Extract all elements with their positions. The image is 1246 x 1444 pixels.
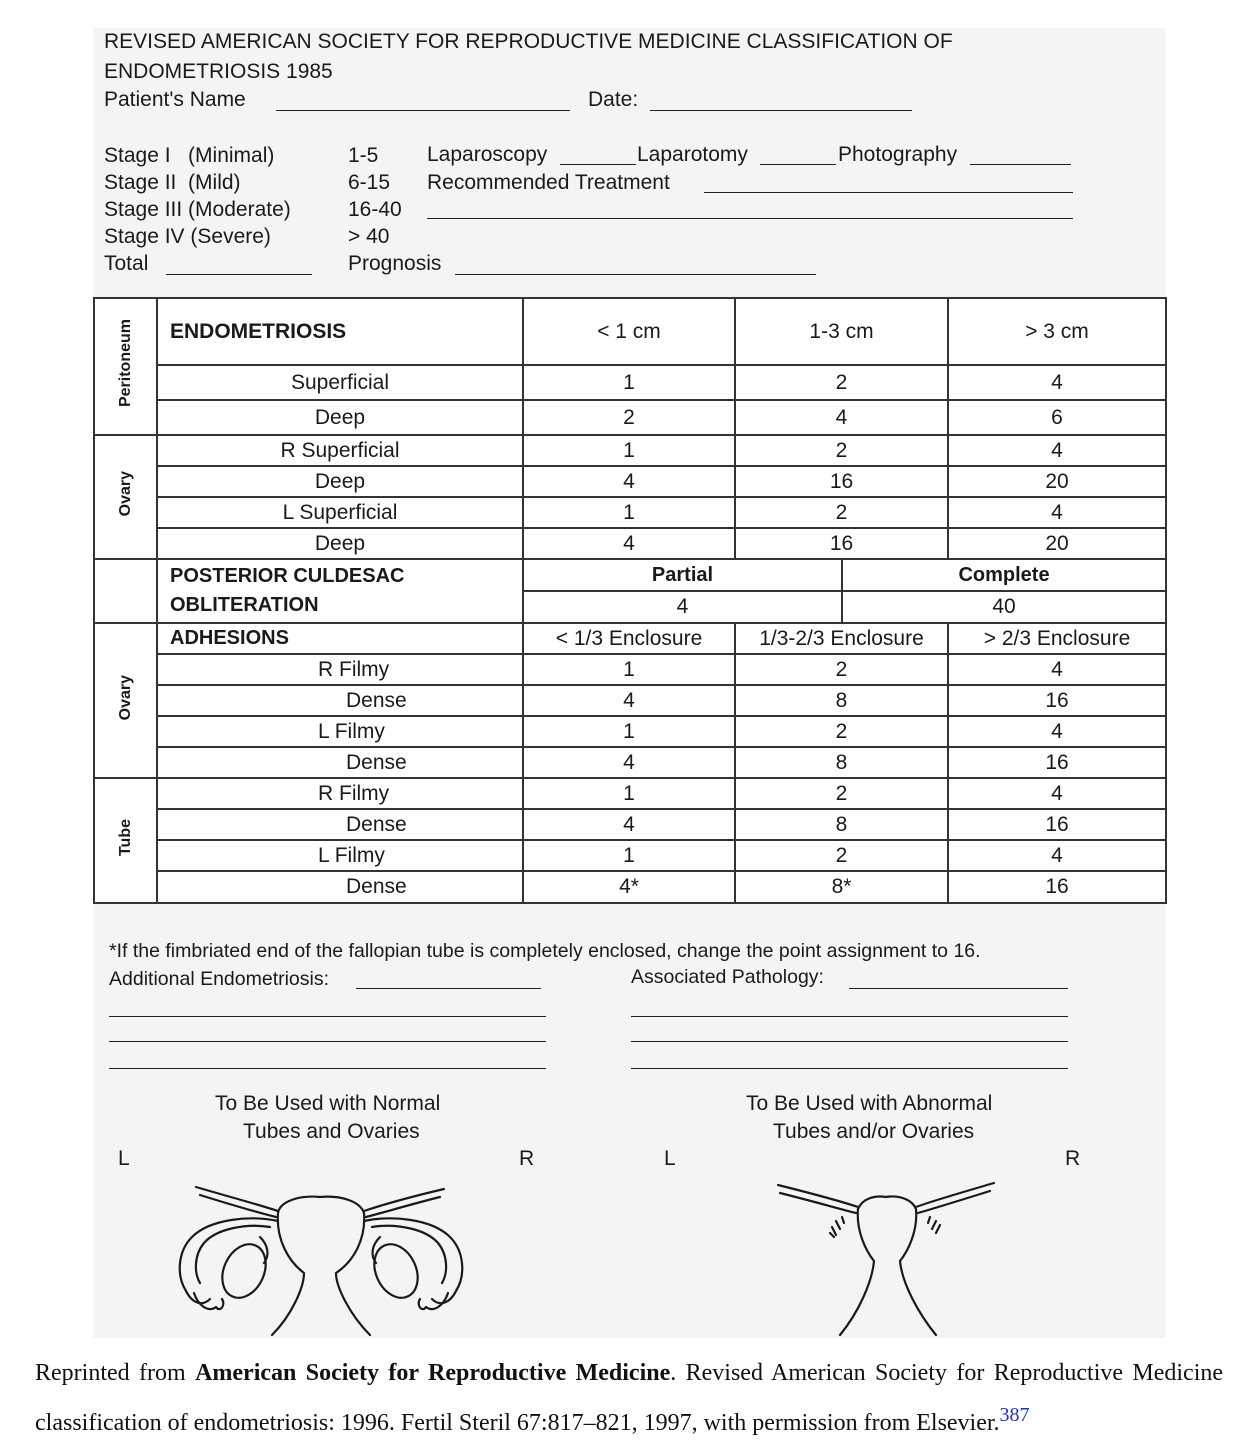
score-cell: 16 (948, 871, 1166, 903)
size-header-medium: 1-3 cm (735, 298, 948, 365)
stage-3-range: 16-40 (348, 198, 402, 221)
stage-2-label: Stage II (Mild) (104, 171, 241, 194)
score-cell: 4 (948, 365, 1166, 400)
score-cell: 8* (735, 871, 948, 903)
score-cell: 4 (735, 400, 948, 435)
score-cell: 4 (948, 435, 1166, 466)
abnormal-uterus-diagram (770, 1175, 1002, 1337)
culdesac-partial-value: 4 (523, 591, 842, 623)
associated-pathology-line[interactable] (631, 1016, 1068, 1017)
culdesac-complete-header: Complete (842, 559, 1166, 591)
total-label: Total (104, 252, 149, 275)
culdesac-complete-value: 40 (842, 591, 1166, 623)
additional-endometriosis-label: Additional Endometriosis: (109, 968, 330, 990)
associated-pathology-field[interactable] (849, 988, 1068, 989)
score-cell: 1 (523, 840, 735, 871)
additional-endometriosis-field[interactable] (356, 988, 541, 989)
photography-field[interactable] (970, 164, 1071, 165)
patient-name-label: Patient's Name (104, 88, 246, 111)
row-label: Deep (157, 528, 523, 559)
score-cell: 16 (948, 747, 1166, 778)
row-label: L Filmy (157, 716, 523, 747)
size-header-large: > 3 cm (948, 298, 1166, 365)
recommended-treatment-field-2[interactable] (427, 218, 1073, 219)
score-cell: 4 (948, 716, 1166, 747)
date-label: Date: (588, 88, 639, 111)
caption-prefix: Reprinted from (35, 1360, 186, 1386)
row-label: L Filmy (157, 840, 523, 871)
recommended-treatment-label: Recommended Treatment (427, 171, 670, 194)
additional-endometriosis-line[interactable] (109, 1016, 546, 1017)
stage-1-label: Stage I (Minimal) (104, 144, 275, 167)
associated-pathology-label: Associated Pathology: (631, 966, 824, 988)
score-cell: 16 (948, 685, 1166, 716)
caption-bold-source: American Society for Reproductive Medicine (195, 1360, 671, 1386)
score-cell: 1 (523, 435, 735, 466)
additional-endometriosis-line[interactable] (109, 1068, 546, 1069)
row-label: Dense (157, 747, 523, 778)
caption-reference-link[interactable]: 387 (999, 1404, 1030, 1426)
row-label: Deep (157, 466, 523, 497)
row-label: Dense (157, 871, 523, 903)
culdesac-header (157, 559, 523, 623)
score-cell: 1 (523, 778, 735, 809)
normal-right-marker: R (519, 1147, 535, 1170)
stage-4-range: > 40 (348, 225, 390, 248)
score-cell: 4 (948, 778, 1166, 809)
score-cell: 2 (735, 716, 948, 747)
score-cell: 1 (523, 365, 735, 400)
enclosure-header-medium: 1/3-2/3 Enclosure (735, 623, 948, 654)
score-cell: 2 (523, 400, 735, 435)
culdesac-line1: POSTERIOR CULDESAC (170, 565, 405, 587)
culdesac-side-blank (94, 559, 157, 623)
patient-name-field[interactable] (276, 110, 570, 111)
score-cell: 4 (523, 466, 735, 497)
prognosis-label: Prognosis (348, 252, 442, 275)
score-cell: 4* (523, 871, 735, 903)
score-cell: 16 (735, 466, 948, 497)
row-label: L Superficial (157, 497, 523, 528)
stage-3-label: Stage III (Moderate) (104, 198, 291, 221)
culdesac-partial-header: Partial (523, 559, 842, 591)
additional-endometriosis-line[interactable] (109, 1041, 546, 1042)
score-cell: 2 (735, 840, 948, 871)
recommended-treatment-field[interactable] (704, 192, 1073, 193)
normal-diagram-caption-line1: To Be Used with Normal (215, 1092, 441, 1115)
size-header-small: < 1 cm (523, 298, 735, 365)
abnormal-diagram-caption-line1: To Be Used with Abnormal (746, 1092, 993, 1115)
scoring-table (93, 297, 1167, 904)
score-cell: 4 (948, 840, 1166, 871)
score-cell: 8 (735, 685, 948, 716)
row-label: Dense (157, 685, 523, 716)
score-cell: 4 (523, 528, 735, 559)
score-cell: 2 (735, 365, 948, 400)
score-cell: 20 (948, 528, 1166, 559)
score-cell: 4 (523, 747, 735, 778)
score-cell: 1 (523, 654, 735, 685)
score-cell: 20 (948, 466, 1166, 497)
score-cell: 4 (523, 685, 735, 716)
ovary-side-label: Ovary (94, 435, 157, 559)
prognosis-field[interactable] (455, 274, 816, 275)
normal-diagram-caption-line2: Tubes and Ovaries (243, 1120, 420, 1143)
row-label: Dense (157, 809, 523, 840)
laparoscopy-label: Laparoscopy (427, 143, 548, 166)
photography-label: Photography (838, 143, 958, 166)
associated-pathology-line[interactable] (631, 1068, 1068, 1069)
score-cell: 2 (735, 497, 948, 528)
score-cell: 8 (735, 747, 948, 778)
laparotomy-field[interactable] (760, 164, 836, 165)
score-cell: 2 (735, 778, 948, 809)
laparotomy-label: Laparotomy (637, 143, 748, 166)
normal-left-marker: L (118, 1147, 130, 1170)
adhesion-ovary-side-label: Ovary (94, 623, 157, 778)
score-cell: 4 (948, 497, 1166, 528)
stage-1-range: 1-5 (348, 144, 379, 167)
score-cell: 4 (523, 809, 735, 840)
endometriosis-header: ENDOMETRIOSIS (157, 298, 523, 365)
row-label: Superficial (157, 365, 523, 400)
score-cell: 16 (948, 809, 1166, 840)
adhesions-header: ADHESIONS (157, 623, 523, 654)
abnormal-right-marker: R (1065, 1147, 1081, 1170)
score-cell: 2 (735, 435, 948, 466)
row-label: R Filmy (157, 654, 523, 685)
tube-side-label: Tube (94, 778, 157, 903)
total-field[interactable] (166, 274, 312, 275)
form-title-line2: ENDOMETRIOSIS 1985 (104, 60, 333, 83)
score-cell: 1 (523, 497, 735, 528)
form-title-line1: REVISED AMERICAN SOCIETY FOR REPRODUCTIVE MEDICINE CLASSIFICATION OF (104, 30, 953, 53)
row-label: Deep (157, 400, 523, 435)
row-label: R Superficial (157, 435, 523, 466)
score-cell: 4 (948, 654, 1166, 685)
culdesac-line2: OBLITERATION (170, 594, 319, 616)
stage-4-label: Stage IV (Severe) (104, 225, 271, 248)
abnormal-diagram-caption-line2: Tubes and/or Ovaries (773, 1120, 975, 1143)
row-label: R Filmy (157, 778, 523, 809)
score-cell: 2 (735, 654, 948, 685)
footnote: *If the fimbriated end of the fallopian tube is completely enclosed, change the point assignment to 16. (109, 940, 981, 962)
abnormal-left-marker: L (664, 1147, 676, 1170)
laparoscopy-field[interactable] (560, 164, 636, 165)
score-cell: 6 (948, 400, 1166, 435)
score-cell: 1 (523, 716, 735, 747)
enclosure-header-large: > 2/3 Enclosure (948, 623, 1166, 654)
enclosure-header-small: < 1/3 Enclosure (523, 623, 735, 654)
caption-rest: . Revised American Society for Reproductive Medicine classification of endometriosis: 1996. Fertil Steril 67:817–821, 1997, with permission from Elsevier. (35, 1360, 1224, 1436)
figure-caption (35, 1352, 1223, 1444)
score-cell: 8 (735, 809, 948, 840)
normal-uterus-diagram (160, 1175, 480, 1337)
associated-pathology-line[interactable] (631, 1041, 1068, 1042)
peritoneum-side-label: Peritoneum (94, 298, 157, 435)
score-cell: 16 (735, 528, 948, 559)
stage-2-range: 6-15 (348, 171, 391, 194)
date-field[interactable] (650, 110, 912, 111)
